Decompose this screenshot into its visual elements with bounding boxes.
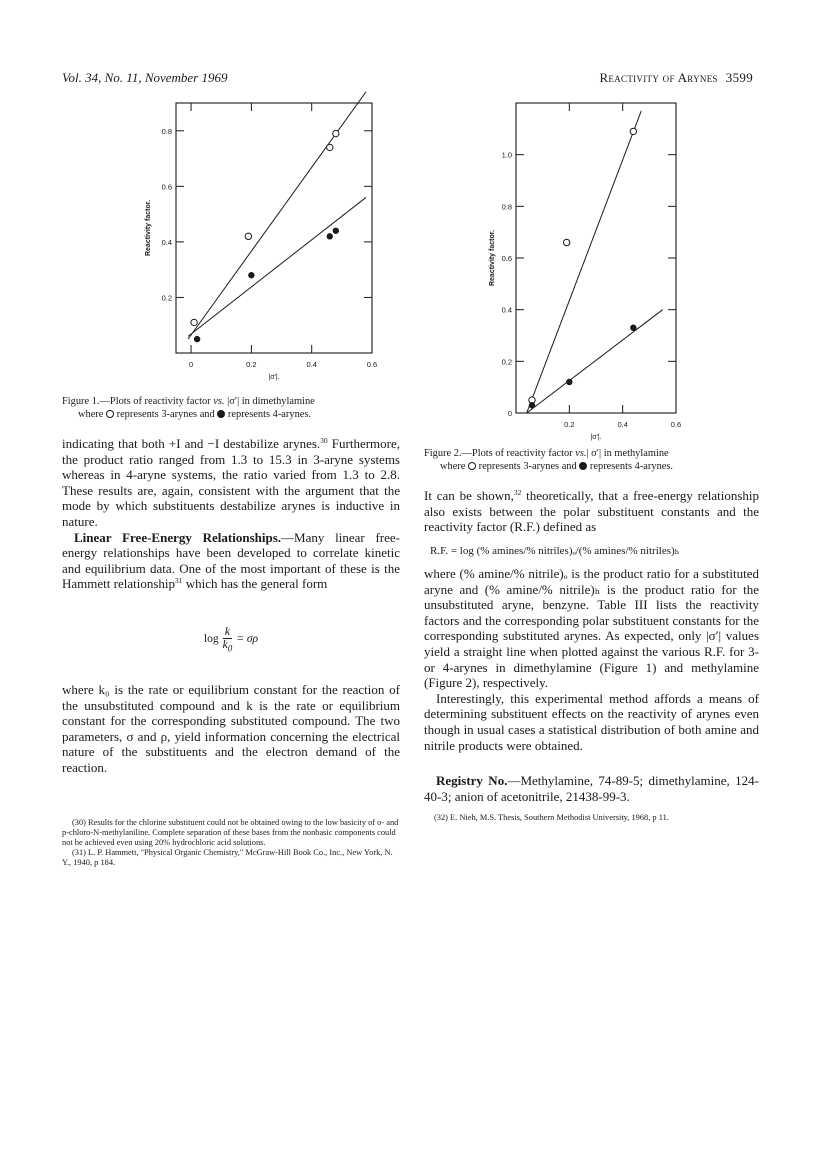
left-paragraph-2 — [62, 530, 400, 592]
equation-log: log — [203, 632, 219, 645]
figure-1-fit-line-3-arynes — [188, 92, 366, 339]
left-p2-part-b: which has the general form — [182, 576, 328, 592]
running-header-left: Vol. 34, No. 11, November 1969 — [62, 70, 228, 85]
figure-2-caption — [424, 448, 759, 473]
figure-1-x-axis-label: |σ′|. — [268, 374, 280, 381]
right-paragraph-1 — [424, 488, 759, 535]
figure-2-x-tick-label: 0.6 — [670, 420, 682, 429]
figure-2-caption-lead: Figure 2.—Plots of reactivity factor — [424, 448, 573, 459]
footnote-ref-32: 32 — [513, 488, 522, 497]
figure-2-point-3-aryne — [630, 128, 636, 134]
figure-2-caption-4aryne: represents 4-arynes. — [589, 460, 674, 472]
footnote-32: (32) E. Nieh, M.S. Thesis, Southern Methodist University, 1968, p 11. — [434, 813, 669, 822]
registry-heading: Registry No. — [436, 773, 508, 788]
figure-1-chart-group — [145, 92, 377, 381]
figure-1-caption-vs: vs. — [213, 396, 225, 407]
left-p2-part-a: —Many linear free-energy relationships have been developed to correlate kinetic and equilibrium data. One of the most important of these is the Hammett relationship — [62, 529, 400, 592]
figure-2-y-tick-label: 0.2 — [501, 357, 512, 367]
figure-2-point-4-aryne — [630, 325, 636, 331]
footnote-ref-30: 30 — [320, 436, 328, 445]
running-header-right — [535, 70, 753, 86]
equation-rhs: = σρ — [236, 632, 259, 645]
right-paragraph-2: where (% amine/% nitrile)ₒ is the product ratio for a substituted aryne and (% amine/% nitrile)ₕ is the product ratio for the unsubstituted aryne, benzyne. Table III lists the reactivity factors and the corresponding polar substituent constants for the corresponding substituted arynes. As expected, only |σ′| values yield a straight line when plotted against the various R.F. for 3- or 4-arynes in dimethylamine (Figure 1) and methylamine (Figure 2), respectively. — [424, 566, 759, 691]
figure-2-point-4-aryne — [529, 402, 535, 408]
right-paragraph-3: Interestingly, this experimental method affords a means of determining substituent effects on the reactivity of arynes even though in usual cases a statistical distribution of both amine and nitrile products were obtained. — [424, 690, 759, 753]
figure-2-y-axis-label: Reactivity factor. — [489, 229, 496, 287]
figure-1-caption-lead: Figure 1.—Plots of reactivity factor — [62, 396, 211, 407]
figure-1-point-3-aryne — [191, 319, 197, 325]
figure-2-caption-vs: vs. — [575, 448, 587, 459]
figure-1-point-4-aryne — [333, 228, 339, 234]
right-column — [424, 488, 759, 535]
right-p1-part-b: theoretically, that a free-energy relationship also exists between the polar substituent constants and the reactivity factor (R.F.) defined as — [424, 488, 759, 535]
footnote-ref-31: 31 — [175, 576, 183, 586]
left-footnotes — [62, 818, 400, 868]
figure-1-caption-where: where — [78, 408, 104, 420]
figure-1-y-tick-label: 0.8 — [161, 126, 172, 136]
figure-1-point-3-aryne — [327, 144, 333, 150]
figure-2-point-4-aryne — [566, 379, 572, 385]
journal-section-title: Reactivity of Arynes — [599, 70, 718, 85]
left-paragraph-1 — [62, 436, 400, 530]
filled-circle-icon — [217, 410, 225, 418]
figure-1-point-3-aryne — [245, 233, 251, 239]
figure-1-point-3-aryne — [333, 130, 339, 136]
open-circle-icon — [468, 462, 476, 470]
figure-2-plot — [490, 95, 720, 445]
figure-2-point-3-aryne — [563, 239, 569, 245]
equation-denominator — [222, 639, 233, 654]
right-footnotes — [424, 813, 759, 823]
left-column — [62, 436, 400, 592]
figure-2-fit-line-4-arynes — [527, 310, 663, 413]
equation-denominator-subscript: 0 — [227, 643, 233, 654]
figure-1-point-4-aryne — [248, 272, 254, 278]
left-column-continued — [62, 682, 400, 776]
figure-2-x-tick-label: 0.2 — [564, 420, 575, 429]
footnote-31: (31) L. P. Hammett, "Physical Organic Chemistry," McGraw-Hill Book Co., Inc., New York, N. Y., 1940, p 184. — [62, 848, 393, 867]
figure-1-y-tick-label: 0.6 — [161, 182, 172, 192]
figure-2-y-tick-label: 0.6 — [501, 254, 512, 263]
registry-paragraph — [424, 773, 759, 804]
figure-1-caption-abs: |σ′| in dimethylamine — [227, 396, 315, 407]
left-paragraph-3: where k₀ is the rate or equilibrium constant for the reaction of the unsubstituted compound and k is the rate or equilibrium constant for the corresponding substituted compound. The two parameters, σ and ρ, yield information concerning the electrical nature of the substituents and the electron demand of the reaction. — [62, 682, 400, 775]
figure-2-plot-frame — [516, 103, 676, 413]
figure-1-caption-4aryne: represents 4-arynes. — [227, 408, 312, 420]
figure-1-y-tick-label: 0.4 — [161, 237, 172, 247]
figure-1-fit-line-4-arynes — [188, 197, 366, 336]
right-column-continued — [424, 566, 759, 753]
figure-1-caption-3aryne: represents 3-arynes and — [116, 408, 215, 420]
left-p1-part-b: Furthermore, the product ratio ranged from 1.3 to 15.3 in 3-aryne systems whereas in 4-aryne systems, the ratio varied from 1.3 to 2.8. These results are, again, consistent with the argument that the mode by which substituents destabilize arynes is inductive in nature. — [62, 436, 401, 529]
figure-2-y-tick-label: 1.0 — [501, 150, 512, 160]
figure-1-point-4-aryne — [327, 233, 333, 239]
page-number: 3599 — [725, 70, 753, 85]
registry-body: —Methylamine, 74-89-5; dimethylamine, 124-40-3; anion of acetonitrile, 21438-99-3. — [424, 773, 759, 804]
figure-2-y-tick-label: 0.4 — [501, 305, 512, 315]
figure-2-caption-3aryne: represents 3-arynes and — [478, 460, 577, 472]
figure-2-y-tick-label: 0.8 — [501, 202, 512, 212]
section-heading-linear-free-energy: Linear Free-Energy Relationships. — [74, 529, 282, 545]
open-circle-icon — [106, 410, 114, 418]
figure-1-x-tick-label: 0.4 — [306, 360, 317, 369]
figure-1-y-tick-label: 0.2 — [161, 293, 172, 303]
figure-2-x-tick-label: 0.4 — [617, 420, 628, 429]
registry-numbers — [424, 773, 759, 804]
figure-2-caption-abs: | σ′| in methylamine — [586, 448, 669, 459]
figure-2-caption-where: where — [440, 460, 466, 472]
reactivity-factor-formula: R.F. = log (% amines/% nitriles)ₒ/(% amines/% nitriles)ₕ — [430, 545, 680, 557]
hammett-equation — [62, 626, 400, 654]
figure-1-plot — [140, 95, 380, 395]
figure-1-x-tick-label: 0.2 — [246, 360, 257, 369]
figure-2-x-axis-label: |σ′|. — [590, 434, 602, 441]
figure-1-point-4-aryne — [194, 336, 200, 342]
left-p1-part-a: indicating that both +I and −I destabilize arynes. — [62, 436, 321, 451]
figure-1-x-tick-label: 0.6 — [366, 360, 378, 369]
right-p1-part-a: It can be shown, — [424, 488, 514, 503]
equation-denominator-k: k — [222, 639, 228, 651]
figure-2-fit-line-3-arynes — [527, 111, 642, 413]
figure-1-caption — [62, 396, 400, 421]
figure-1-x-tick-label: 0 — [188, 360, 194, 369]
figure-2-chart-group — [489, 103, 681, 441]
figure-1-y-axis-label: Reactivity factor. — [145, 199, 152, 257]
figure-2-y-tick-label: 0 — [507, 409, 512, 418]
equation-numerator: k — [224, 626, 230, 638]
filled-circle-icon — [579, 462, 587, 470]
footnote-30: (30) Results for the chlorine substituent could not be obtained owing to the low basicity of o- and p-chloro-N-methylaniline. Complete separation of these bases from the nonbasic components could not be achieved even using 20% hydrochloric acid solutions. — [62, 818, 399, 847]
